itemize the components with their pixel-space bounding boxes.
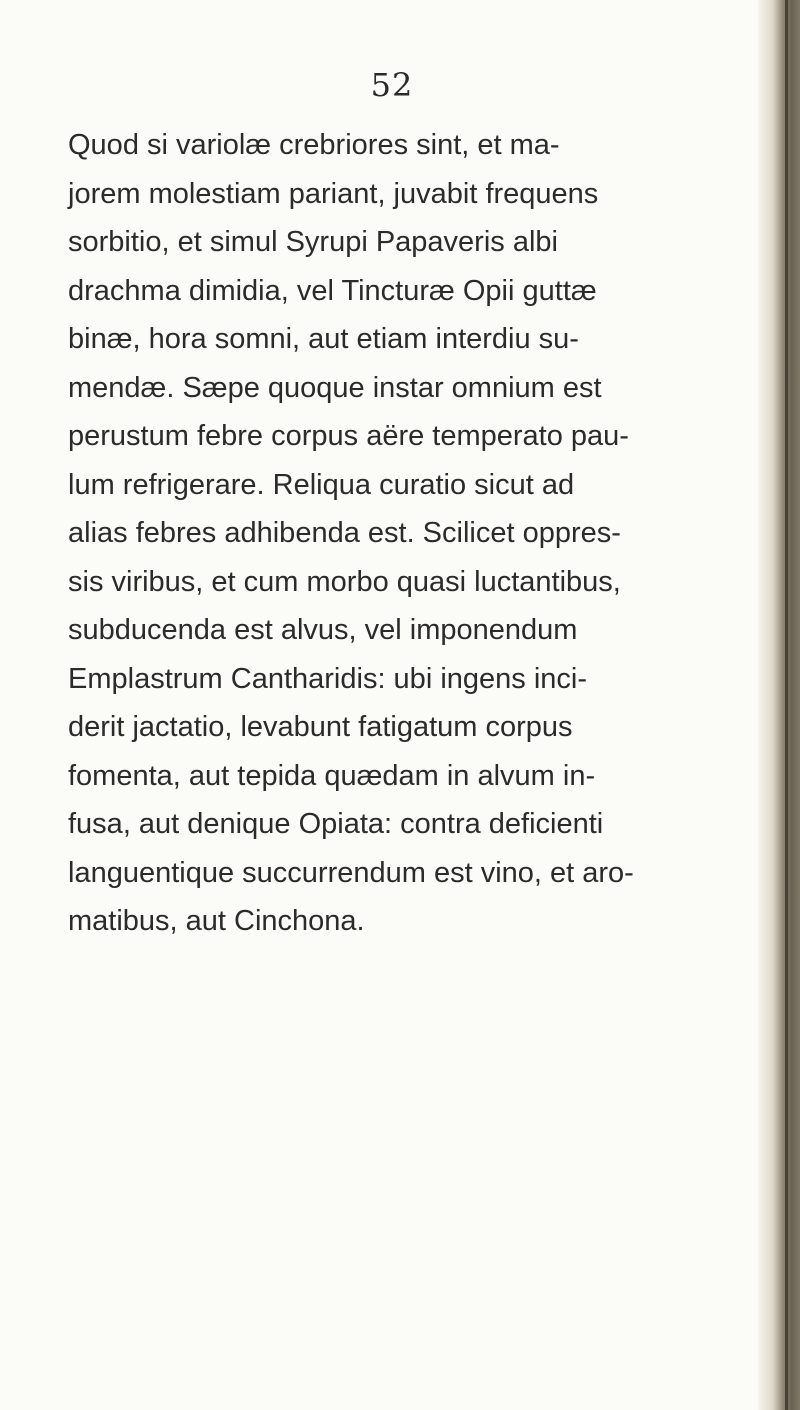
text-line: fusa, aut denique Opiata: contra deficienti (68, 808, 604, 840)
text-line: Quod si variolæ crebriores sint, et ma- (68, 129, 560, 161)
text-line: binæ, hora somni, aut etiam interdiu su- (68, 323, 579, 355)
page-edge-shadow (758, 0, 800, 1410)
text-line: languentique succurrendum est vino, et aro- (68, 856, 634, 889)
text-line: lum refrigerare. Reliqua curatio sicut ad (68, 468, 575, 501)
text-line: Emplastrum Cantharidis: ubi ingens inci- (68, 662, 587, 695)
text-line: fomenta, aut tepida quædam in alvum in- (68, 759, 596, 792)
text-line: matibus, aut Cinchona. (68, 905, 365, 937)
text-line: subducenda est alvus, vel imponendum (68, 614, 578, 646)
text-line: sorbitio, et simul Syrupi Papaveris albi (68, 226, 558, 258)
binding-line (785, 0, 788, 1410)
body-paragraph (68, 121, 708, 946)
text-line: sis viribus, et cum morbo quasi luctantibus, (68, 565, 621, 598)
text-line: alias febres adhibenda est. Scilicet oppres- (68, 517, 621, 549)
text-line: jorem molestiam pariant, juvabit frequens (68, 177, 599, 210)
page-number: 52 (370, 66, 414, 104)
text-line: drachma dimidia, vel Tincturæ Opii guttæ (68, 274, 597, 307)
text-line: mendæ. Sæpe quoque instar omnium est (68, 371, 602, 404)
text-line: perustum febre corpus aëre temperato pau- (68, 420, 629, 452)
text-line: derit jactatio, levabunt fatigatum corpus (68, 711, 573, 743)
